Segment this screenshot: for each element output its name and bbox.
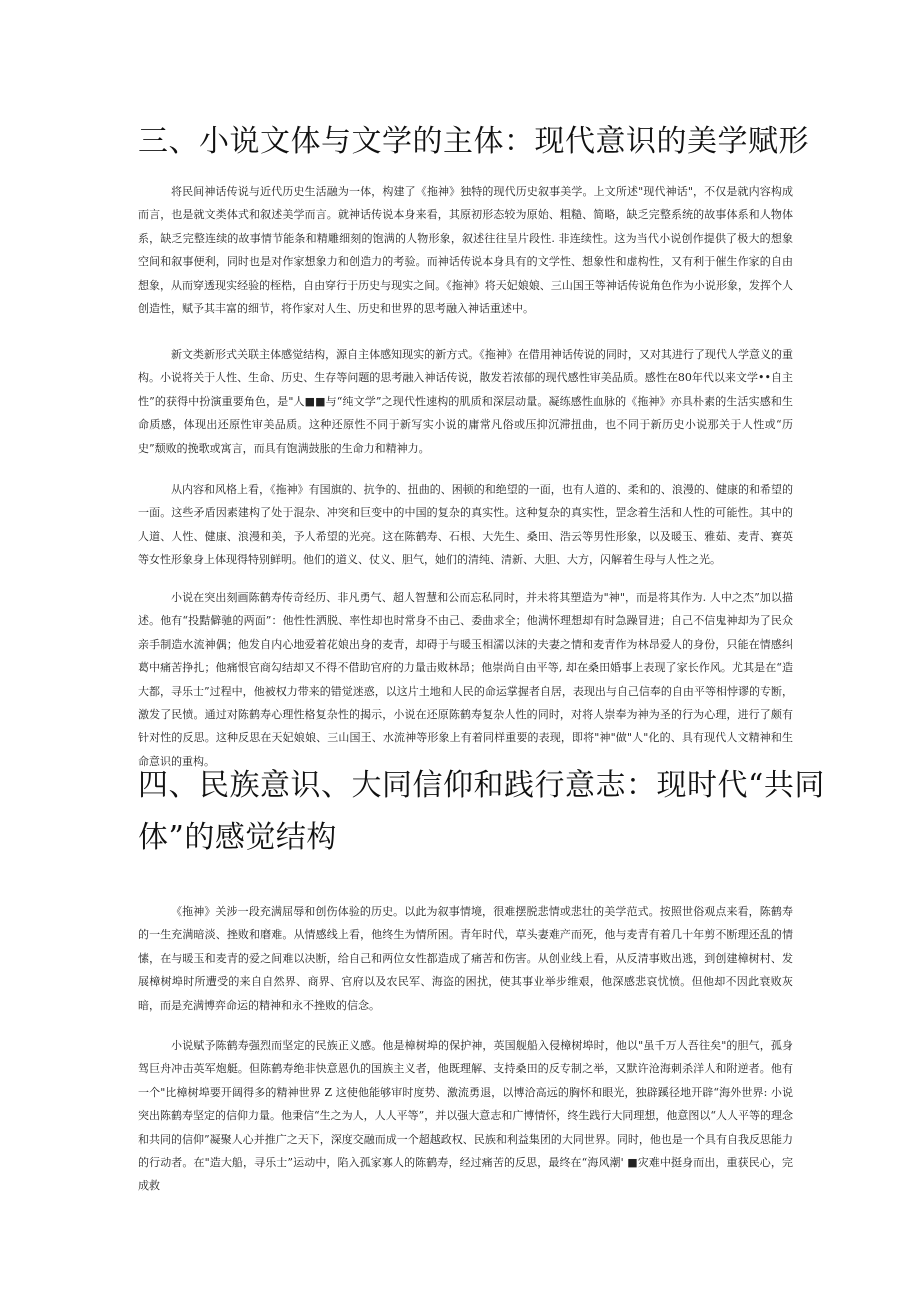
section-4-paragraph-1: 《拖神》关涉一段充满屈辱和创伤体验的历史。以此为叙事情境，很难摆脱悲情或悲壮的美学范式。按照世俗观点来看，陈鹤寿的一生充满暗淡、挫败和磨难。从情感线上看，他终生为情所困。青年时代，草头妻难产而死，他与麦青有着几十年剪不断理还乱的情愫，在与暖玉和麦青的爱之间难以决断，给自己和两位女性都造成了痛苦和伤害。从创业线上看，从反清事败出逃，到创建樟树村、发展樟树埠时所遭受的来自自然界、商界、官府以及农民军、海盗的困扰，使其事业举步维艰，他深感悲哀忧愤。但他却不因此衰败灰暗，而是充满博弈命运的精神和永不挫败的信念。 [138,905,793,1012]
section-4-heading-line-2: 体”的感觉结构 [138,820,337,855]
section-4-heading-line-1: 四、民族意识、大同信仰和践行意志：现时代“共同 [138,768,825,803]
section-3-paragraph-2: 新文类新形式关联主体感觉结构，源自主体感知现实的新方式。《拖神》在借用神话传说的同时，又对其进行了现代人学意义的重构。小说将关于人性、生命、历史、生存等问题的思考融入神话传说，散发若浓郁的现代感性审美品质。感性在80年代以来文学••自主性”的获得中扮演重要角色，是"人■■与“纯文学”之现代性速构的肌质和深层动量。凝练感性血脉的《拖神》亦具朴素的生活实感和生命质感，体现出还原性审美品质。这种还原性不同于新写实小说的庸常凡俗或压抑沉滞扭曲，也不同于新历史小说那关于人性或“历史”颓败的挽歌或寓言，而具有饱满鼓胀的生命力和精神力。 [138,348,793,455]
section-3-heading: 三、小说文体与文学的主体：现代意识的美学赋形 [138,124,809,159]
section-4-paragraph-2: 小说赋予陈鹤寿强烈而坚定的民族正义感。他是樟树埠的保护神，英国舰船入侵樟树埠时，他以"虽千万人吾往矣"的胆气，孤身驾巨舟冲击英军炮艇。但陈鹤寿绝非快意恩仇的国族主义者，他既理解、支持桑田的反专制之举，又默许沧海刺杀洋人和附逆者。他有一个"比樟树埠要开阔得多的精神世界 Z 这使他能够审时度势、激流勇退，以博洽高远的胸怀和眼光，独辟蹊径地开辟“海外世界: 小说突出陈鹤寿坚定的信仰力量。他秉信“生之为人，人人平等”，并以强大意志和广博情怀，终生践行大同理想，他意图以“人人平等的理念和共同的信仰”凝聚人心并推广之天下，深度交融而成一个超越政权、民族和利益集团的大同世界。同时，他也是一个具有自我反思能力的行动者。在"造大船，寻乐士”运动中，陷入孤家寡人的陈鹤寿，经过痛苦的反思，最终在“海风潮' ■灾难中挺身而出，重获民心，完成救 [138,1039,793,1193]
section-3-paragraph-3: 从内容和风格上看，《拖神》有国旗的、抗争的、扭曲的、困顿的和绝望的一面，也有人道的、柔和的、浪漫的、健康的和希望的一面。这些矛盾因素建构了处于混杂、冲突和巨变中的中国的复杂的真实性。这种复杂的真实性，罡念着生活和人性的可能性。其中的人道、人性、健康、浪漫和美，予人希望的光亮。这在陈鹤寿、石根、大先生、桑田、浩云等男性形象，以及暖玉、雅茹、麦青、赛英等女性形象身上体现得特别鲜明。他们的道义、仗义、胆气，她们的清纯、清新、大胆、大方，闪解着生母与人性之光。 [138,483,793,567]
section-3-paragraph-1: 将民间神话传说与近代历史生活融为一体，构建了《拖神》独特的现代历史叙事美学。上文所述"现代神话"，不仅是就内容构成而言，也是就文类体式和叙述美学而言。就神话传说本身来看，其原初形态较为原始、粗糙、简略，缺乏完整系统的故事体系和人物体系，缺乏完整连续的故事情节能条和精雕细刻的饱满的人物形象，叙述往往呈片段性. 非连续性。这为当代小说创作提供了极大的想象空间和叙事便利，同时也是对作家想象力和创造力的考验。而神话传说本身具有的文学性、想象性和虚构性，又有利于催生作家的自由想象，从而穿透现实经验的桎梏，自由穿行于历史与现实之间。《拖神》将天妃娘娘、三山国王等神话传说角色作为小说形象，发挥个人创造性，赋予其丰富的细节，将作家对人生、历史和世界的思考融入神话重述中。 [138,185,793,316]
section-3-paragraph-4: 小说在突出刻画陈鹤寿传奇经历、非凡勇气、超人智慧和公而忘私同时，并未将其塑造为"神"，而是将其作为. 人中之杰”加以描述。他有“投黠僻驰的两面”：他性性洒脱、率性却也时常身不由己、委曲求全；他满怀理想却有时急躁冒进；自己不信鬼神却为了民众亲手制造水流神偶；他发自内心地爱着花娘出身的麦青，却碍于与暖玉相濡以沫的夫妻之情和麦青作为林昂爱人的身份，只能在情感纠葛中痛苦挣扎；他痛恨官商勾结却又不得不借助官府的力量击败林昂；他崇尚自由平等, 却在桑田婚事上表现了家长作风。尤其是在“造大都，寻乐士”过程中，他被权力带来的错觉迷惑，以这片土地和人民的命运掌握者自居，表现出与自己信奉的自由平等相悖谬的专断，激发了民愤。通过对陈鹤寿心理性格复杂性的揭示，小说在还原陈鹤寿复杂人性的同时，对将人崇奉为神为圣的行为心理，进行了颇有针对性的反思。这种反思在天妃娘娘、三山国王、水流神等形象上有着同样重要的表现，即将"神"做"人"化的、具有现代人文精神和生命意识的重构。 [138,591,793,768]
